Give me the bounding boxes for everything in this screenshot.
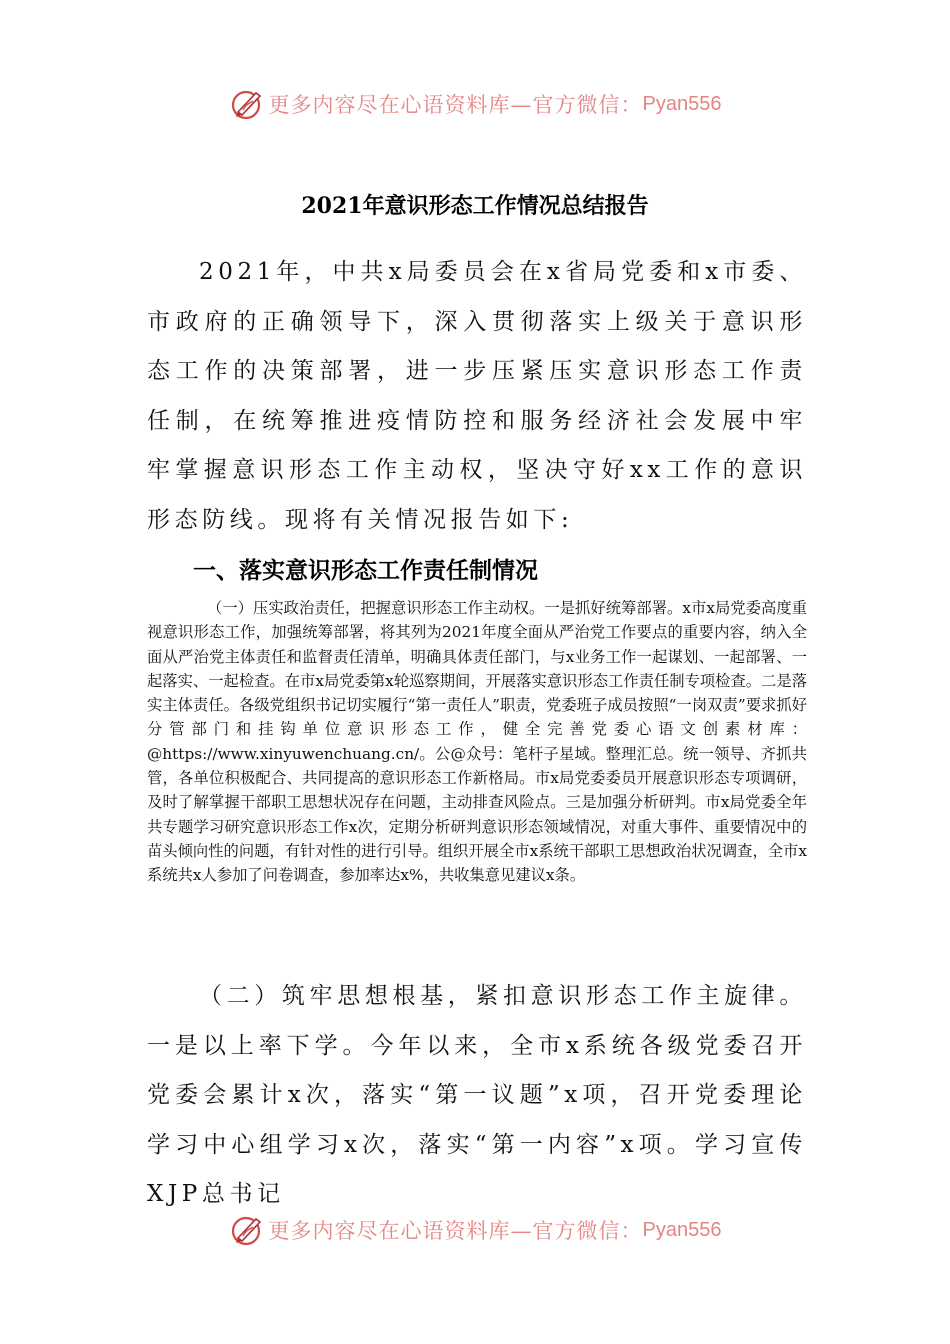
watermark-banner-bottom	[0, 1205, 950, 1255]
pen-circle-logo-icon	[229, 86, 265, 122]
pen-circle-logo-icon	[229, 1212, 265, 1248]
document-title: 2021年意识形态工作情况总结报告	[301, 192, 649, 219]
section-heading: 一、落实意识形态工作责任制情况	[193, 558, 538, 584]
watermark-wechat-id: Pyan556	[642, 1218, 722, 1241]
watermark-banner-top	[0, 79, 950, 129]
watermark-text: 更多内容尽在心语资料库—官方微信：	[268, 93, 643, 117]
watermark-wechat-id: Pyan556	[642, 92, 722, 115]
watermark-text: 更多内容尽在心语资料库—官方微信：	[268, 1219, 643, 1243]
section-paragraph: （一）压实政治责任，把握意识形态工作主动权。一是抓好统筹部署。x市x局党委高度重视意识形态工作，加强统筹部署，将其列为2021年度全面从严治党工作要点的重要内容，纳入全面从严治党主体责任和监督责任清单，明确具体责任部门，与x业务工作一起谋划、一起部署、一起落实、一起检查。在市x局党委第x轮巡察期间，开展落实意识形态工作责任制专项检查。二是落实主体责任。各级党组织书记切实履行“第一责任人”职责，党委班子成员按照“一岗双责”要求抓好分管部门和挂钩单位意识形态工作，健全完善党委心语文创素材库：@https://www.xinyuwenchuang.cn/。公@众号：笔杆子星域。整理汇总。统一领导、齐抓共管，各单位积极配合、共同提高的意识形态工作新格局。市x局党委委员开展意识形态专项调研，及时了解掌握干部职工思想状况存在问题，主动排查风险点。三是加强分析研判。市x局党委全年共专题学习研究意识形态工作x次，定期分析研判意识形态领域情况，对重大事件、重要情况中的苗头倾向性的问题，有针对性的进行引导。组织开展全市x系统干部职工思想政治状况调查，全市x系统共x人参加了问卷调查，参加率达x%，共收集意见建议x条。	[147, 599, 807, 885]
section-paragraph-2: （二）筑牢思想根基，紧扣意识形态工作主旋律。一是以上率下学。今年以来，全市x系统各级党委召开党委会累计x次，落实“第一议题”x项，召开党委理论学习中心组学习x次，落实“第一内容”x项。学习宣传XJP总书记	[147, 983, 807, 1207]
intro-paragraph: 2021年，中共x局委员会在x省局党委和x市委、市政府的正确领导下，深入贯彻落实上级关于意识形态工作的决策部署，进一步压紧压实意识形态工作责任制，在统筹推进疫情防控和服务经济社会发展中牢牢掌握意识形态工作主动权，坚决守好xx工作的意识形态防线。现将有关情况报告如下:	[147, 259, 807, 533]
